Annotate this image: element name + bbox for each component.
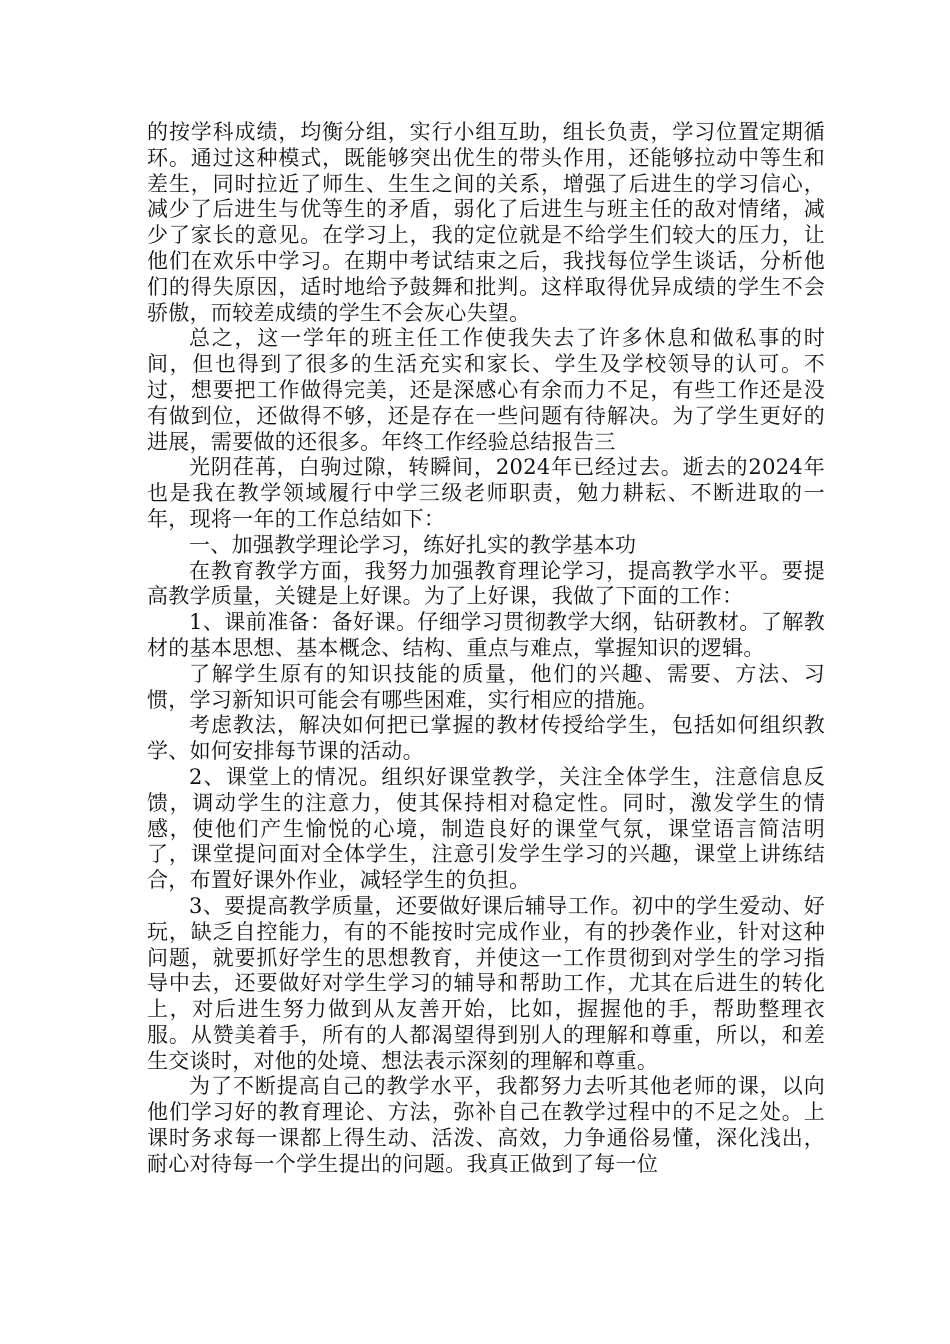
paragraph: 为了不断提高自己的教学水平，我都努力去听其他老师的课，以向他们学习好的教育理论、方法，弥补自己在教学过程中的不足之处。上课时务求每一课都上得生动、活泼、高效，力争通俗易懂，深化浅出，耐心对待每一个学生提出的问题。我真正做到了每一位 xyxy=(147,1074,825,1176)
paragraph: 3、要提高教学质量，还要做好课后辅导工作。初中的学生爱动、好玩，缺乏自控能力，有的不能按时完成作业，有的抄袭作业，针对这种问题，就要抓好学生的思想教育，并使这一工作贯彻到对学生的学习指导中去，还要做好对学生学习的辅导和帮助工作，尤其在后进生的转化上，对后进生努力做到从友善开始，比如，握握他的手，帮助整理衣服。从赞美着手，所有的人都渴望得到别人的理解和尊重，所以，和差生交谈时，对他的处境、想法表示深刻的理解和尊重。 xyxy=(147,893,825,1073)
section-heading: 一、加强教学理论学习，练好扎实的教学基本功 xyxy=(189,532,637,557)
paragraph: 1、课前准备：备好课。仔细学习贯彻教学大纲，钻研教材。了解教材的基本思想、基本概念、结构、重点与难点，掌握知识的逻辑。 xyxy=(147,610,825,660)
paragraph: 总之，这一学年的班主任工作使我失去了许多休息和做私事的时间，但也得到了很多的生活充实和家长、学生及学校领导的认可。不过，想要把工作做得完美，还是深感心有余而力不足，有些工作还是没有做到位，还做得不够，还是存在一些问题有待解决。为了学生更好的进展，需要做的还很多。年终工作经验总结报告三 xyxy=(147,326,825,454)
paragraph: 在教育教学方面，我努力加强教育理论学习，提高教学水平。要提高教学质量，关键是上好课。为了上好课，我做了下面的工作： xyxy=(147,558,825,609)
paragraph: 光阴荏苒，白驹过隙，转瞬间，2024年已经过去。逝去的2024年也是我在教学领域履行中学三级老师职责，勉力耕耘、不断进取的一年，现将一年的工作总结如下： xyxy=(147,455,825,531)
paragraph: 2、课堂上的情况。组织好课堂教学，关注全体学生，注意信息反馈，调动学生的注意力，使其保持相对稳定性。同时，激发学生的情感，使他们产生愉悦的心境，制造良好的课堂气氛，课堂语言简洁明了，课堂提问面对全体学生，注意引发学生学习的兴趣，课堂上讲练结合，布置好课外作业，减轻学生的负担。 xyxy=(147,764,825,893)
paragraph: 了解学生原有的知识技能的质量，他们的兴趣、需要、方法、习惯，学习新知识可能会有哪些困难，实行相应的措施。 xyxy=(147,661,825,712)
paragraph: 的按学科成绩，均衡分组，实行小组互助，组长负责，学习位置定期循环。通过这种模式，既能够突出优生的带头作用，还能够拉动中等生和差生，同时拉近了师生、生生之间的关系，增强了后进生的学习信心，减少了后进生与优等生的矛盾，弱化了后进生与班主任的敌对情绪，减少了家长的意见。在学习上，我的定位就是不给学生们较大的压力，让他们在欢乐中学习。在期中考试结束之后，我找每位学生谈话，分析他们的得失原因，适时地给予鼓舞和批判。这样取得优异成绩的学生不会骄傲，而较差成绩的学生不会灰心失望。 xyxy=(147,120,825,325)
paragraph: 考虑教法，解决如何把已掌握的教材传授给学生，包括如何组织教学、如何安排每节课的活动。 xyxy=(147,713,825,764)
document-body xyxy=(147,120,825,1178)
